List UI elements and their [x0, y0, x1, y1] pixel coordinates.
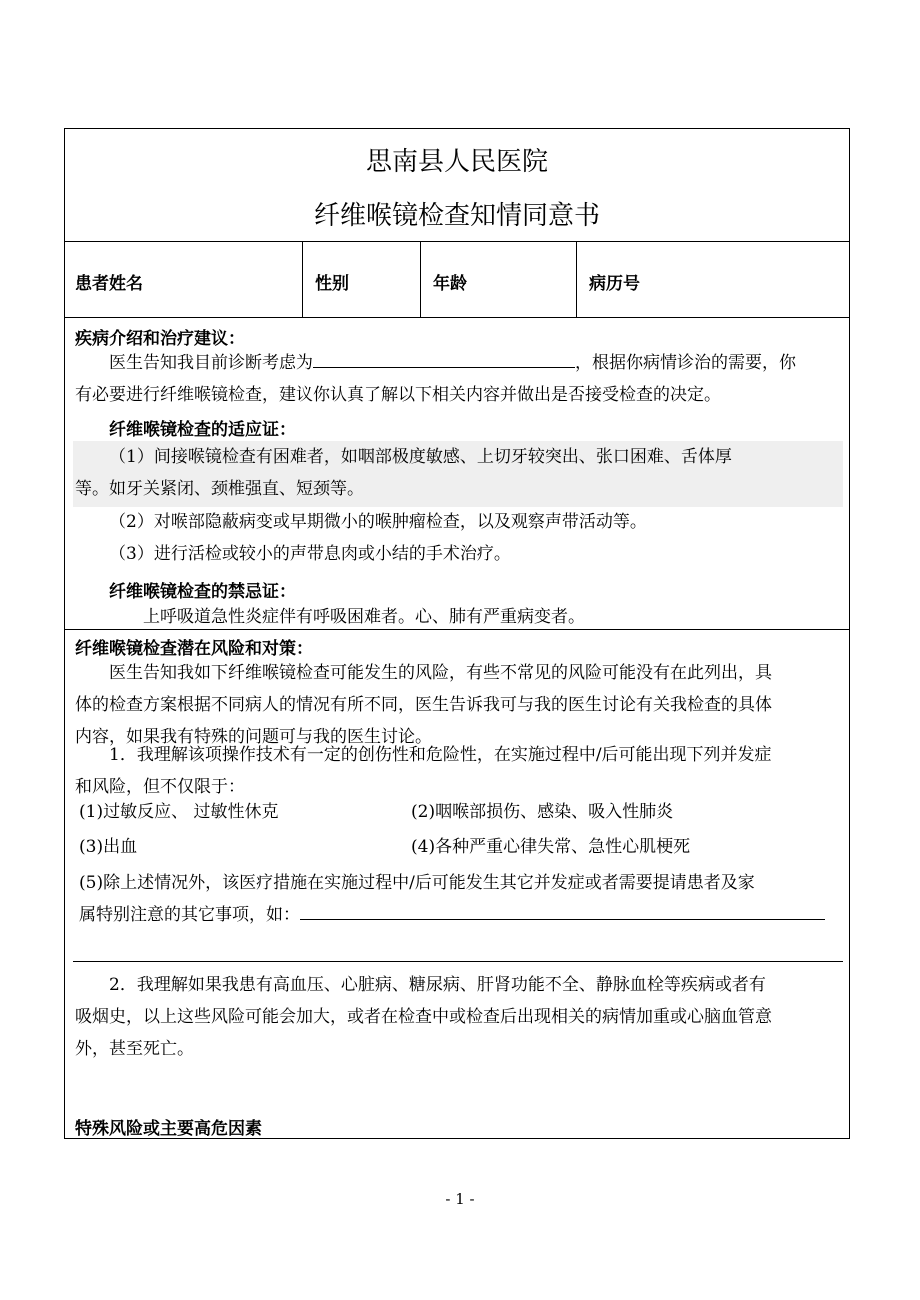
risk-item-5-line1: (5)除上述情况外，该医疗措施在实施过程中/后可能发生其它并发症或者需要提请患者及家 — [79, 873, 755, 893]
divider — [302, 241, 303, 317]
divider — [65, 629, 849, 630]
record-number-label: 病历号 — [589, 274, 640, 294]
document-title: 纤维喉镜检查知情同意书 — [313, 201, 600, 231]
indication-3: （3）进行活检或较小的声带息肉或小结的手术治疗。 — [109, 544, 511, 564]
understanding-paragraph-2 — [75, 969, 845, 1065]
understanding-paragraph-1 — [75, 739, 845, 803]
understanding-2-line3: 外，甚至死亡。 — [75, 1039, 194, 1059]
consent-form-table — [64, 128, 850, 1139]
contraindications-heading: 纤维喉镜检查的禁忌证： — [109, 582, 296, 602]
intro-line2: 有必要进行纤维喉镜检查，建议你认真了解以下相关内容并做出是否接受检查的决定。 — [75, 385, 721, 405]
risk-intro-line3: 内容，如果我有特殊的问题可与我的医生讨论。 — [75, 727, 432, 747]
patient-name-label: 患者姓名 — [75, 274, 143, 294]
divider — [65, 241, 849, 242]
understanding-1-line1: 1．我理解该项操作技术有一定的创伤性和危险性，在实施过程中/后可能出现下列并发症 — [109, 745, 772, 765]
contraindications-text: 上呼吸道急性炎症伴有呼吸困难者。心、肺有严重病变者。 — [143, 607, 585, 627]
understanding-2-line2: 吸烟史，以上这些风险可能会加大，或者在检查中或检查后出现相关的病情加重或心脑血管意 — [75, 1007, 772, 1027]
special-risks-heading: 特殊风险或主要高危因素 — [75, 1119, 262, 1139]
sex-label: 性别 — [315, 274, 349, 294]
indication-1-line1: （1）间接喉镜检查有困难者，如咽部极度敏感、上切牙较突出、张口困难、舌体厚 — [109, 447, 732, 467]
section-heading-disease: 疾病介绍和治疗建议： — [75, 329, 245, 349]
indication-1-line2: 等。如牙关紧闭、颈椎强直、短颈等。 — [75, 479, 364, 499]
page-number: - 1 - — [445, 1190, 475, 1208]
intro-suffix: ，根据你病情诊治的需要，你 — [575, 353, 796, 373]
understanding-2-line1: 2．我理解如果我患有高血压、心脏病、糖尿病、肝肾功能不全、静脉血栓等疾病或者有 — [109, 975, 766, 995]
indications-heading: 纤维喉镜检查的适应证： — [109, 420, 296, 440]
risk-item-3: (3)出血 — [79, 837, 138, 857]
intro-paragraph — [75, 347, 845, 411]
diagnosis-blank[interactable] — [313, 349, 575, 368]
divider — [420, 241, 421, 317]
risk-item-2: (2)咽喉部损伤、感染、吸入性肺炎 — [411, 802, 674, 822]
section-heading-risks: 纤维喉镜检查潜在风险和对策： — [75, 639, 313, 659]
divider — [65, 317, 849, 318]
risk-intro-line1: 医生告知我如下纤维喉镜检查可能发生的风险，有些不常见的风险可能没有在此列出，具 — [109, 663, 772, 683]
other-matters-blank-line2[interactable] — [73, 961, 843, 962]
risk-item-5 — [79, 867, 847, 931]
risk-item-5-line2: 属特别注意的其它事项，如： — [79, 905, 300, 925]
understanding-1-line2: 和风险，但不仅限于： — [75, 777, 245, 797]
age-label: 年龄 — [433, 274, 467, 294]
indication-2: （2）对喉部隐蔽病变或早期微小的喉肿瘤检查，以及观察声带活动等。 — [109, 512, 647, 532]
intro-prefix: 医生告知我目前诊断考虑为 — [109, 353, 313, 373]
risk-item-1: (1)过敏反应、 过敏性休克 — [79, 802, 279, 822]
other-matters-blank[interactable] — [300, 901, 825, 920]
divider — [576, 241, 577, 317]
hospital-name: 思南县人民医院 — [365, 147, 548, 177]
risk-intro-line2: 体的检查方案根据不同病人的情况有所不同，医生告诉我可与我的医生讨论有关我检查的具体 — [75, 695, 772, 715]
risk-item-4: (4)各种严重心律失常、急性心肌梗死 — [411, 837, 691, 857]
